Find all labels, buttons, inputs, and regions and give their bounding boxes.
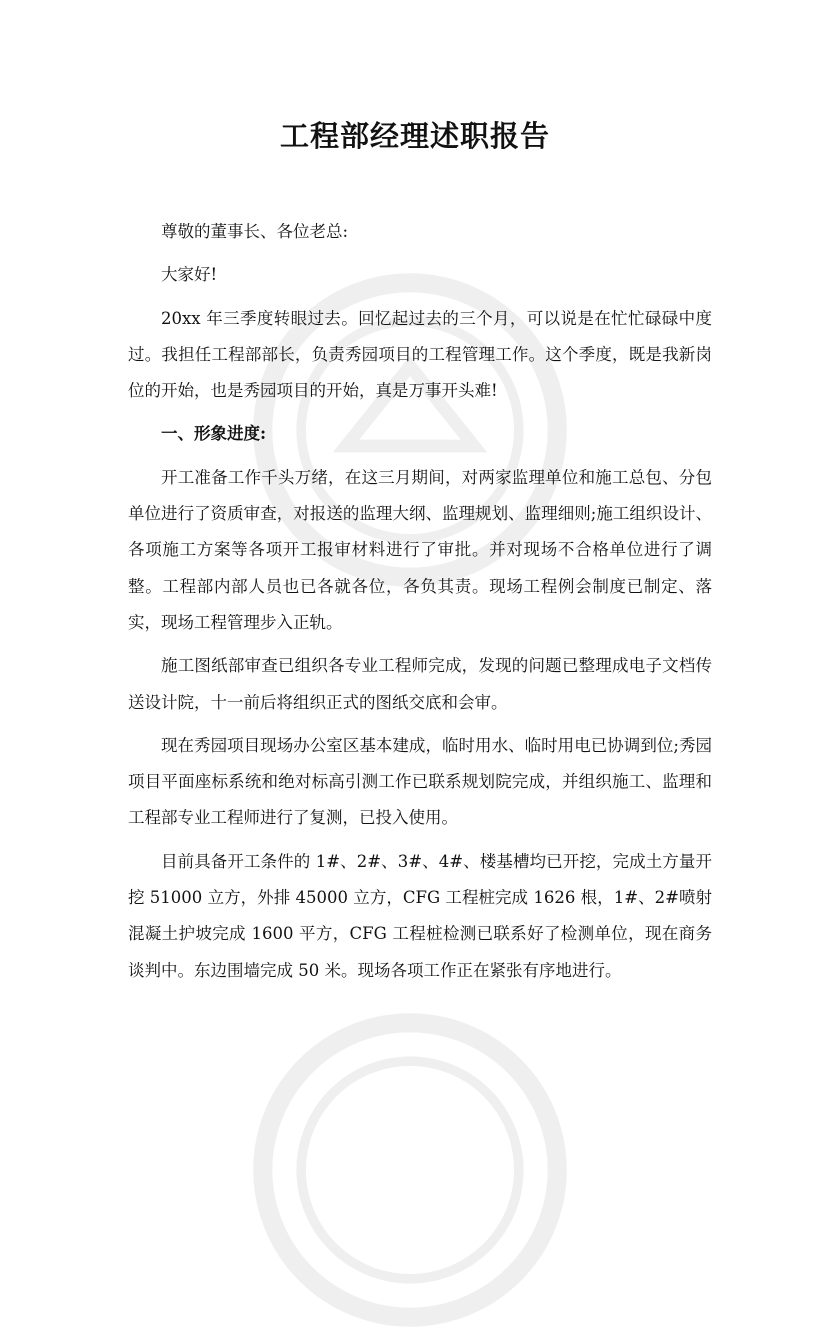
document-body (128, 214, 712, 996)
paragraph: 开工准备工作千头万绪，在这三月期间，对两家监理单位和施工总包、分包单位进行了资质审查，对报送的监理大纲、监理规划、监理细则;施工组织设计、各项施工方案等各项开工报审材料进行了审批。并对现场不合格单位进行了调整。工程部内部人员也已各就各位，各负其责。现场工程例会制度已制定、落实，现场工程管理步入正轨。 (128, 467, 712, 632)
paragraph: 现在秀园项目现场办公室区基本建成，临时用水、临时用电已协调到位;秀园项目平面座标系统和绝对标高引测工作已联系规划院完成，并组织施工、监理和工程部专业工程师进行了复测，已投入使用。 (128, 735, 712, 828)
watermark-icon (250, 1010, 570, 1330)
paragraph-intro: 20xx 年三季度转眼过去。回忆起过去的三个月，可以说是在忙忙碌碌中度过。我担任工程部部长，负责秀园项目的工程管理工作。这个季度，既是我新岗位的开始，也是秀园项目的开始，真是万事开头难! (128, 308, 712, 401)
paragraph: 施工图纸部审查已组织各专业工程师完成，发现的问题已整理成电子文档传送设计院，十一前后将组织正式的图纸交底和会审。 (128, 656, 712, 712)
greeting: 大家好! (161, 265, 218, 285)
salutation: 尊敬的董事长、各位老总: (161, 222, 349, 241)
section-heading: 一、形象进度: (161, 424, 267, 444)
document-title: 工程部经理述职报告 (279, 119, 550, 153)
paragraph: 目前具备开工条件的 1#、2#、3#、4#、楼基槽均已开挖，完成土方量开挖 51000 立方，外排 45000 立方，CFG 工程桩完成 1626 根，1#、2#喷射混凝土护坡完成 1600 平方，CFG 工程桩检测已联系好了检测单位，现在商务谈判中。东边围墙完成 50 米。现场各项工作正在紧张有序地进行。 (128, 851, 712, 980)
